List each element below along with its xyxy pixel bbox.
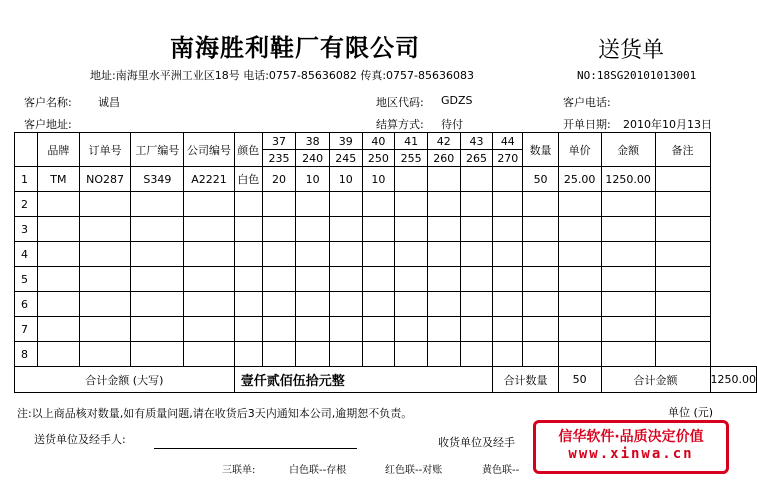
cell-size-qty — [427, 267, 460, 292]
cell-size-qty — [329, 242, 362, 267]
header-size-bottom: 250 — [362, 150, 395, 167]
cell-qty: 50 — [523, 167, 558, 192]
cell-color — [234, 342, 262, 367]
cell-company-no — [184, 342, 234, 367]
delivery-table — [14, 132, 757, 393]
receiver-label: 收货单位及经手 — [438, 436, 515, 449]
cell-remark — [655, 317, 710, 342]
header-color: 颜色 — [234, 133, 262, 167]
cell-size-qty — [262, 242, 296, 267]
row-number: 2 — [15, 192, 38, 217]
header-size-bottom: 265 — [460, 150, 493, 167]
cell-order-no — [79, 242, 130, 267]
cell-amount — [601, 217, 655, 242]
customer-address-label: 客户地址: — [24, 118, 72, 131]
cell-remark — [655, 242, 710, 267]
customer-name-label: 客户名称: — [24, 96, 72, 109]
region-code-label: 地区代码: — [376, 96, 424, 109]
cell-size-qty — [296, 217, 330, 242]
cell-size-qty — [395, 242, 428, 267]
cell-size-qty — [427, 342, 460, 367]
watermark-stamp — [533, 420, 729, 474]
cell-brand — [37, 242, 79, 267]
cell-size-qty — [460, 217, 493, 242]
header-size-top: 40 — [362, 133, 395, 150]
row-number: 8 — [15, 342, 38, 367]
cell-qty — [523, 242, 558, 267]
cell-remark — [655, 267, 710, 292]
cell-size-qty: 10 — [296, 167, 330, 192]
header-size-top: 42 — [427, 133, 460, 150]
header-size-bottom: 235 — [262, 150, 296, 167]
cell-factory-no: S349 — [131, 167, 184, 192]
total-words-value: 壹仟贰佰伍拾元整 — [234, 367, 493, 393]
cell-price — [558, 192, 601, 217]
cell-size-qty — [329, 317, 362, 342]
table-row — [15, 192, 757, 217]
cell-color — [234, 317, 262, 342]
total-amount-value: 1250.00 — [710, 367, 757, 393]
document-number: NO:18SG20101013001 — [577, 69, 697, 82]
header-size-bottom: 260 — [427, 150, 460, 167]
cell-size-qty — [296, 292, 330, 317]
row-number: 4 — [15, 242, 38, 267]
sender-signature-line — [154, 448, 357, 449]
cell-remark — [655, 217, 710, 242]
table-row — [15, 317, 757, 342]
cell-price — [558, 342, 601, 367]
cell-price — [558, 217, 601, 242]
cell-factory-no — [131, 342, 184, 367]
cell-size-qty — [460, 167, 493, 192]
header-remark: 备注 — [655, 133, 710, 167]
cell-size-qty — [493, 242, 523, 267]
cell-size-qty — [395, 267, 428, 292]
unit-label: 单位 (元) — [668, 406, 714, 419]
cell-size-qty — [329, 267, 362, 292]
cell-size-qty — [460, 342, 493, 367]
region-code: GDZS — [441, 94, 473, 107]
header-size-bottom: 270 — [493, 150, 523, 167]
cell-company-no — [184, 242, 234, 267]
cell-amount — [601, 192, 655, 217]
cell-factory-no — [131, 242, 184, 267]
cell-color — [234, 192, 262, 217]
total-words-label: 合计金额 (大写) — [15, 367, 235, 393]
cell-size-qty — [262, 217, 296, 242]
cell-size-qty — [329, 217, 362, 242]
cell-order-no — [79, 192, 130, 217]
cell-size-qty — [262, 342, 296, 367]
cell-size-qty — [395, 342, 428, 367]
header-size-top: 39 — [329, 133, 362, 150]
footer-note: 注:以上商品核对数量,如有质量问题,请在收货后3天内通知本公司,逾期恕不负责。 — [17, 407, 413, 420]
cell-size-qty — [493, 217, 523, 242]
cell-qty — [523, 217, 558, 242]
cell-qty — [523, 267, 558, 292]
cell-size-qty: 20 — [262, 167, 296, 192]
cell-size-qty — [329, 292, 362, 317]
copy-white: 白色联--存根 — [289, 465, 347, 476]
cell-size-qty: 10 — [362, 167, 395, 192]
cell-size-qty — [427, 292, 460, 317]
cell-order-no — [79, 342, 130, 367]
cell-size-qty — [296, 342, 330, 367]
settlement-label: 结算方式: — [376, 118, 424, 131]
settlement-value: 待付 — [441, 118, 463, 131]
cell-amount — [601, 292, 655, 317]
header-size-top: 41 — [395, 133, 428, 150]
customer-phone-label: 客户电话: — [563, 96, 611, 109]
cell-size-qty — [296, 192, 330, 217]
cell-size-qty — [493, 292, 523, 317]
cell-price — [558, 292, 601, 317]
cell-size-qty — [493, 167, 523, 192]
cell-size-qty — [362, 317, 395, 342]
stamp-slogan: 信华软件·品质决定价值 — [558, 429, 704, 445]
cell-qty — [523, 292, 558, 317]
cell-brand — [37, 342, 79, 367]
cell-qty — [523, 317, 558, 342]
cell-size-qty — [493, 342, 523, 367]
header-factory-no: 工厂编号 — [131, 133, 184, 167]
total-amount-label: 合计金额 — [601, 367, 710, 393]
cell-brand — [37, 317, 79, 342]
cell-size-qty — [329, 342, 362, 367]
row-number: 3 — [15, 217, 38, 242]
cell-size-qty — [460, 317, 493, 342]
cell-color — [234, 217, 262, 242]
cell-factory-no — [131, 192, 184, 217]
header-row-no — [15, 133, 38, 167]
header-price: 单价 — [558, 133, 601, 167]
cell-size-qty — [460, 267, 493, 292]
copy-red: 红色联--对账 — [385, 465, 443, 476]
cell-size-qty — [262, 192, 296, 217]
cell-amount — [601, 242, 655, 267]
cell-brand: TM — [37, 167, 79, 192]
cell-order-no — [79, 292, 130, 317]
table-row — [15, 217, 757, 242]
cell-order-no: NO287 — [79, 167, 130, 192]
stamp-url: www.xinwa.cn — [568, 446, 694, 462]
header-qty: 数量 — [523, 133, 558, 167]
cell-size-qty — [427, 317, 460, 342]
cell-amount — [601, 342, 655, 367]
cell-brand — [37, 192, 79, 217]
cell-size-qty — [460, 242, 493, 267]
total-qty-label: 合计数量 — [493, 367, 559, 393]
cell-size-qty — [460, 292, 493, 317]
cell-company-no — [184, 217, 234, 242]
cell-size-qty — [296, 242, 330, 267]
cell-size-qty — [262, 267, 296, 292]
cell-color — [234, 242, 262, 267]
cell-factory-no — [131, 317, 184, 342]
cell-size-qty — [262, 317, 296, 342]
cell-remark — [655, 292, 710, 317]
cell-price — [558, 317, 601, 342]
cell-qty — [523, 342, 558, 367]
cell-size-qty — [395, 167, 428, 192]
header-size-top: 37 — [262, 133, 296, 150]
table-row — [15, 167, 757, 192]
header-size-bottom: 255 — [395, 150, 428, 167]
cell-company-no: A2221 — [184, 167, 234, 192]
cell-brand — [37, 292, 79, 317]
cell-size-qty — [493, 267, 523, 292]
sender-label: 送货单位及经手人: — [34, 433, 126, 446]
cell-size-qty — [493, 192, 523, 217]
row-number: 1 — [15, 167, 38, 192]
cell-factory-no — [131, 267, 184, 292]
cell-size-qty — [427, 242, 460, 267]
cell-brand — [37, 267, 79, 292]
header-order-no: 订单号 — [79, 133, 130, 167]
header-amount: 金额 — [601, 133, 655, 167]
cell-company-no — [184, 317, 234, 342]
copies-label: 三联单: — [222, 465, 256, 476]
cell-size-qty — [296, 317, 330, 342]
header-size-bottom: 245 — [329, 150, 362, 167]
header-size-top: 44 — [493, 133, 523, 150]
cell-qty — [523, 192, 558, 217]
company-name: 南海胜利鞋厂有限公司 — [170, 33, 420, 62]
cell-size-qty — [362, 342, 395, 367]
cell-factory-no — [131, 292, 184, 317]
cell-size-qty — [362, 217, 395, 242]
company-address: 地址:南海里水平洲工业区18号 电话:0757-85636082 传真:0757-85636083 — [90, 69, 475, 82]
cell-size-qty — [296, 267, 330, 292]
cell-size-qty — [329, 192, 362, 217]
cell-company-no — [184, 192, 234, 217]
cell-size-qty: 10 — [329, 167, 362, 192]
cell-color — [234, 292, 262, 317]
header-company-no: 公司编号 — [184, 133, 234, 167]
cell-factory-no — [131, 217, 184, 242]
row-number: 7 — [15, 317, 38, 342]
cell-size-qty — [262, 292, 296, 317]
cell-amount — [601, 317, 655, 342]
date-value: 2010年10月13日 — [623, 118, 712, 131]
cell-size-qty — [493, 317, 523, 342]
cell-order-no — [79, 317, 130, 342]
document-title: 送货单 — [598, 38, 665, 63]
header-size-top: 43 — [460, 133, 493, 150]
cell-company-no — [184, 292, 234, 317]
table-row — [15, 267, 757, 292]
cell-price — [558, 267, 601, 292]
cell-brand — [37, 217, 79, 242]
cell-size-qty — [362, 192, 395, 217]
cell-remark — [655, 342, 710, 367]
table-row — [15, 342, 757, 367]
cell-size-qty — [395, 292, 428, 317]
cell-color — [234, 267, 262, 292]
cell-size-qty — [395, 192, 428, 217]
cell-size-qty — [362, 267, 395, 292]
cell-color: 白色 — [234, 167, 262, 192]
cell-size-qty — [362, 242, 395, 267]
cell-size-qty — [427, 167, 460, 192]
header-size-top: 38 — [296, 133, 330, 150]
header-size-bottom: 240 — [296, 150, 330, 167]
cell-order-no — [79, 267, 130, 292]
date-label: 开单日期: — [563, 118, 611, 131]
cell-amount — [601, 267, 655, 292]
cell-company-no — [184, 267, 234, 292]
cell-amount: 1250.00 — [601, 167, 655, 192]
table-row — [15, 292, 757, 317]
customer-name: 诚昌 — [98, 96, 120, 109]
cell-size-qty — [427, 192, 460, 217]
total-qty-value: 50 — [558, 367, 601, 393]
cell-size-qty — [427, 217, 460, 242]
header-brand: 品牌 — [37, 133, 79, 167]
cell-remark — [655, 167, 710, 192]
cell-order-no — [79, 217, 130, 242]
copy-yellow: 黄色联-- — [482, 465, 520, 476]
cell-size-qty — [395, 217, 428, 242]
cell-remark — [655, 192, 710, 217]
cell-size-qty — [395, 317, 428, 342]
table-row — [15, 242, 757, 267]
cell-size-qty — [460, 192, 493, 217]
row-number: 5 — [15, 267, 38, 292]
cell-price — [558, 242, 601, 267]
row-number: 6 — [15, 292, 38, 317]
cell-size-qty — [362, 292, 395, 317]
cell-price: 25.00 — [558, 167, 601, 192]
